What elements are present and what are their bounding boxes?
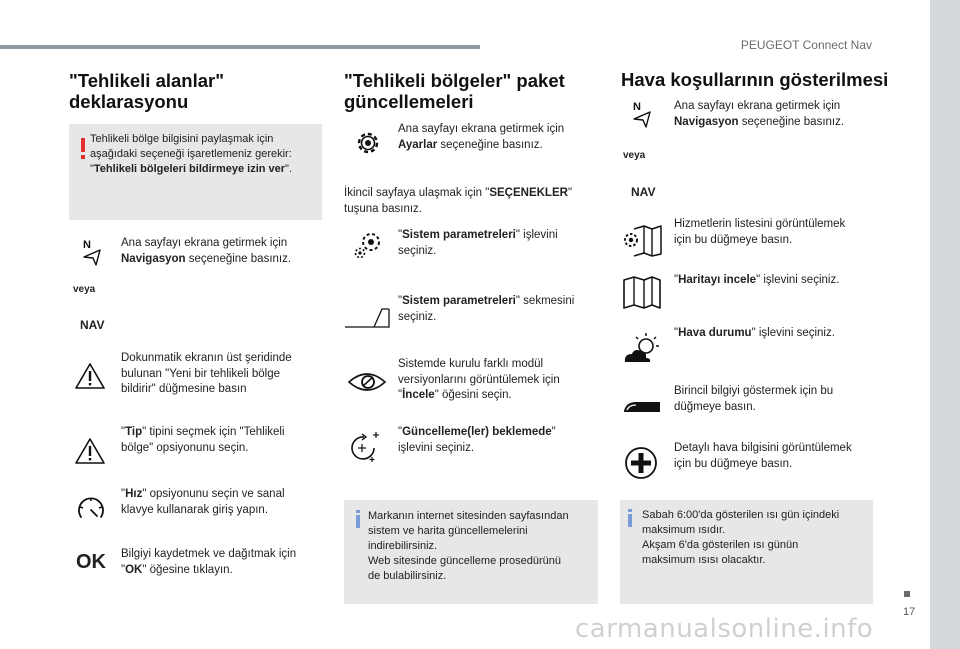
info-icon — [356, 515, 360, 528]
col3-step5-text — [674, 384, 833, 415]
col3-step2-line1: Hizmetlerin listesini görüntülemek — [674, 218, 846, 230]
col3-step3-line1: "Haritayı incele" işlevini seçiniz. — [674, 274, 840, 286]
col2-paragraph-line1: İkincil sayfaya ulaşmak için "SEÇENEKLER" — [344, 187, 573, 199]
col2-title-line2: güncellemeleri — [344, 91, 474, 112]
header-rule — [0, 45, 480, 49]
weather-icon — [622, 332, 662, 373]
col1-step1-line1: Ana sayfayı ekrana getirmek için — [121, 237, 288, 249]
navigation-icon — [630, 99, 654, 134]
plus-circle-icon — [624, 446, 658, 485]
danger-triangle-icon — [74, 437, 106, 470]
col2-step1-line2: Ayarlar seçeneğine basınız. — [398, 138, 543, 151]
col1-step4-text — [121, 487, 285, 518]
col1-step2-line3: bildirir" düğmesine basın — [121, 383, 247, 395]
col1-step4-line2: klavye kullanarak giriş yapın. — [121, 503, 269, 516]
primary-info-icon — [622, 397, 662, 420]
col2-step2-line2: seçiniz. — [398, 244, 437, 257]
col2-title — [344, 70, 565, 112]
col3-step5-line2: düğmeye basın. — [674, 400, 756, 413]
col2-paragraph — [344, 186, 572, 217]
col1-step5-line1: Bilgiyi kaydetmek ve dağıtmak için — [121, 548, 297, 560]
col3-step4-line1: "Hava durumu" işlevini seçiniz. — [674, 327, 835, 339]
col2-step4-line3: "İncele" öğesini seçin. — [398, 389, 512, 401]
col2-info-box — [344, 500, 598, 604]
warning-icon-dot — [81, 155, 85, 159]
map-services-icon — [622, 225, 662, 262]
col3-step6-text — [674, 441, 852, 472]
col1-or-label: veya — [73, 284, 96, 295]
svg-text:N: N — [633, 101, 641, 113]
col2-step3-line2: seçiniz. — [398, 310, 437, 323]
col1-step1-line2: Navigasyon seçeneğine basınız. — [121, 252, 292, 265]
col3-info-line2: maksimum ısıdır. — [642, 524, 726, 536]
col1-step2-line2: bulunan "Yeni bir tehlikeli bölge — [121, 367, 281, 380]
col1-title-line1: "Tehlikeli alanlar" — [69, 70, 224, 91]
col3-info-box — [620, 500, 873, 604]
col2-info-line1: Markanın internet sitesinden sayfasından — [368, 510, 569, 522]
col2-step5-text — [398, 425, 556, 456]
col3-step6-line2: için bu düğmeye basın. — [674, 457, 793, 470]
col1-step4-line1: "Hız" opsiyonunu seçin ve sanal — [121, 488, 285, 500]
eye-view-icon — [347, 368, 387, 401]
info-icon-dot — [356, 510, 360, 513]
col1-step5-line2: "OK" öğesine tıklayın. — [121, 563, 233, 576]
col3-info-line1: Sabah 6:00'da gösterilen ısı gün içindeki — [642, 509, 840, 521]
info-icon-dot — [628, 509, 632, 512]
col3-info-line3: Akşam 6'da gösterilen ısı günün — [642, 539, 799, 551]
col1-title — [69, 70, 224, 112]
map-icon — [622, 276, 662, 315]
page-side-strip — [930, 0, 960, 649]
col2-step1-text — [398, 122, 564, 153]
ok-button-label: OK — [76, 551, 106, 573]
watermark: carmanualsonline.info — [575, 614, 874, 644]
col3-step2-line2: için bu düğmeye basın. — [674, 233, 793, 246]
col2-info-line5: de bulabilirsiniz. — [368, 570, 447, 582]
col2-step5-line1: "Güncelleme(ler) beklemede" — [398, 426, 556, 438]
col1-step1-text — [121, 236, 291, 267]
col1-step2-text — [121, 351, 292, 398]
page-number: 17 — [903, 606, 916, 618]
continue-marker — [904, 591, 910, 597]
navigation-icon — [80, 237, 104, 272]
col2-step4-line1: Sistemde kurulu farklı modül — [398, 358, 544, 370]
system-settings-icon — [353, 230, 383, 265]
col2-info-line2: sistem ve harita güncellemelerini — [368, 525, 528, 537]
col3-or-label: veya — [623, 150, 646, 161]
svg-text:N: N — [83, 239, 91, 251]
col3-step1-text — [674, 99, 844, 130]
col1-step2-line1: Dokunmatik ekranın üst şeridinde — [121, 352, 292, 364]
col2-step5-line2: işlevini seçiniz. — [398, 441, 475, 454]
col2-step3-line1: "Sistem parametreleri" sekmesini — [398, 295, 575, 307]
col1-title-line2: deklarasyonu — [69, 91, 189, 112]
col3-step3-text — [674, 273, 839, 289]
warning-line3: "Tehlikeli bölgeleri bildirmeye izin ver". — [90, 163, 293, 175]
col1-step3-line1: "Tip" tipini seçmek için "Tehlikeli — [121, 426, 285, 438]
warning-icon — [81, 138, 85, 152]
warning-box — [69, 124, 322, 220]
col3-step5-line1: Birincil bilgiyi göstermek için bu — [674, 385, 834, 397]
warning-line1: Tehlikeli bölge bilgisini paylaşmak için — [90, 133, 274, 145]
col3-nav-button-label: NAV — [631, 185, 656, 199]
col1-step5-text — [121, 547, 296, 578]
col1-nav-button-label: NAV — [80, 318, 105, 332]
col1-step3-line2: bölge" opsiyonunu seçin. — [121, 441, 249, 454]
col3-step1-line2: Navigasyon seçeneğine basınız. — [674, 115, 845, 128]
col3-title: Hava koşullarının gösterilmesi — [621, 69, 889, 90]
col3-step4-text — [674, 326, 835, 342]
col2-info-line3: indirebilirsiniz. — [368, 540, 438, 552]
col3-step2-text — [674, 217, 845, 248]
warning-line2: aşağıdaki seçeneği işaretlemeniz gerekir: — [90, 148, 292, 160]
col2-step3-text — [398, 294, 574, 325]
info-icon — [628, 514, 632, 527]
col1-step3-text — [121, 425, 285, 456]
col2-title-line1: "Tehlikeli bölgeler" paket — [344, 70, 565, 91]
col2-paragraph-line2: tuşuna basınız. — [344, 202, 422, 215]
pending-update-icon — [348, 428, 384, 469]
col2-info-line4: Web sitesinde güncelleme prosedürünü — [368, 555, 562, 567]
col2-step4-text — [398, 357, 560, 404]
speedometer-icon — [76, 495, 106, 528]
col2-step2-line1: "Sistem parametreleri" işlevini — [398, 229, 558, 241]
col3-step1-line1: Ana sayfayı ekrana getirmek için — [674, 100, 841, 112]
col3-info-line4: maksimum ısısı olacaktır. — [642, 554, 766, 566]
col2-step1-line1: Ana sayfayı ekrana getirmek için — [398, 123, 565, 135]
brand-label: PEUGEOT Connect Nav — [740, 38, 872, 52]
tab-icon — [344, 307, 390, 334]
col2-step4-line2: versiyonlarını görüntülemek için — [398, 373, 560, 386]
settings-gear-icon — [353, 128, 383, 163]
col3-step6-line1: Detaylı hava bilgisini görüntülemek — [674, 442, 852, 454]
danger-triangle-icon — [74, 362, 106, 395]
col2-step2-text — [398, 228, 558, 259]
